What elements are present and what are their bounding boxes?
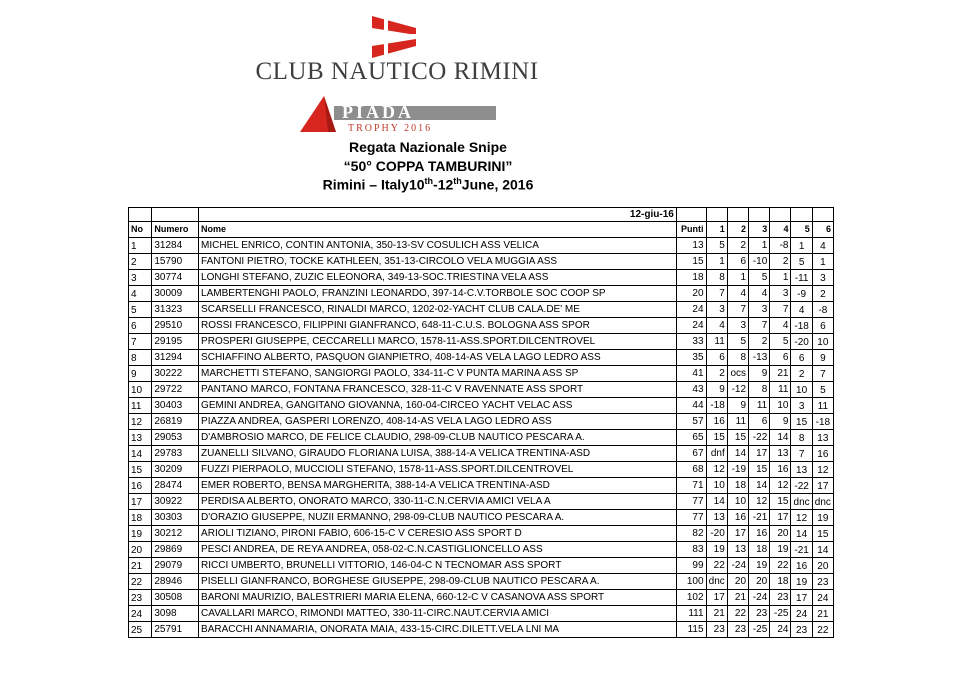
cell-race-1: 21 [706,606,727,622]
cell-race-1: 4 [706,318,727,334]
cell-no: 5 [129,302,152,318]
cell-race-5: 8 [791,430,812,446]
cell-nome: PERDISA ALBERTO, ONORATO MARCO, 330-11-C.N.CERVIA AMICI VELA A [199,494,677,510]
cell-race-3: -21 [749,510,770,526]
cell-nome: CAVALLARI MARCO, RIMONDI MATTEO, 330-11-CIRC.NAUT.CERVIA AMICI [199,606,677,622]
cell-race-3: 19 [749,558,770,574]
cell-nome: MARCHETTI STEFANO, SANGIORGI PAOLO, 334-11-C V PUNTA MARINA ASS SP [199,366,677,382]
cell-race-3: 20 [749,574,770,590]
cell-race-6: 12 [812,462,833,478]
cell-race-5: 16 [791,558,812,574]
cell-no: 2 [129,254,152,270]
cell-race-4: 16 [770,462,791,478]
cell-race-6: 10 [812,334,833,350]
cell-race-5: 5 [791,254,812,270]
cell-race-3: -25 [749,622,770,638]
cell-race-6: 5 [812,382,833,398]
cell-no: 15 [129,462,152,478]
cell-race-4: 13 [770,446,791,462]
cell-race-5: 12 [791,510,812,526]
cell-nome: EMER ROBERTO, BENSA MARGHERITA, 388-14-A VELICA TRENTINA-ASD [199,478,677,494]
cell-race-3: 14 [749,478,770,494]
cell-numero: 28946 [152,574,199,590]
cell-race-4: 21 [770,366,791,382]
cell-race-2: 21 [727,590,748,606]
cell-race-6: 1 [812,254,833,270]
cell-nome: PIAZZA ANDREA, GASPERI LORENZO, 408-14-AS VELA LAGO LEDRO ASS [199,414,677,430]
cell-punti: 100 [676,574,706,590]
cell-numero: 25791 [152,622,199,638]
table-row [129,526,834,542]
cell-no: 17 [129,494,152,510]
table-row [129,366,834,382]
cell-race-2: 15 [727,430,748,446]
header-race-4: 4 [770,222,791,238]
cell-race-2: 18 [727,478,748,494]
table-row [129,446,834,462]
table-row [129,430,834,446]
cell-punti: 71 [676,478,706,494]
piada-trophy-logo [294,96,504,138]
header-race-5: 5 [791,222,812,238]
cell-numero: 30508 [152,590,199,606]
table-row [129,398,834,414]
cell-race-5: 17 [791,590,812,606]
cell-punti: 18 [676,270,706,286]
cell-race-4: 5 [770,334,791,350]
cell-race-2: 8 [727,350,748,366]
cell-race-4: 4 [770,318,791,334]
regatta-place-date: Rimini – Italy10th-12thJune, 2016 [322,176,534,193]
cell-numero: 30922 [152,494,199,510]
cell-race-1: 3 [706,302,727,318]
cell-race-1: 1 [706,254,727,270]
cell-punti: 111 [676,606,706,622]
club-name: CLUB NAUTICO RIMINI [255,58,539,85]
table-row [129,542,834,558]
cell-race-3: 4 [749,286,770,302]
cell-race-6: 3 [812,270,833,286]
cell-numero: 29079 [152,558,199,574]
cell-race-3: 11 [749,398,770,414]
cell-numero: 26819 [152,414,199,430]
cell-no: 3 [129,270,152,286]
results-table [128,207,834,638]
header-race-3: 3 [749,222,770,238]
cell-race-5: -9 [791,286,812,302]
cell-no: 21 [129,558,152,574]
cell-numero: 29195 [152,334,199,350]
cell-nome: ROSSI FRANCESCO, FILIPPINI GIANFRANCO, 648-11-C.U.S. BOLOGNA ASS SPOR [199,318,677,334]
table-row [129,382,834,398]
cell-race-2: -24 [727,558,748,574]
cell-race-4: 20 [770,526,791,542]
cell-race-5: dnc [791,494,812,510]
table-row [129,270,834,286]
table-row [129,558,834,574]
cell-race-2: -12 [727,382,748,398]
cell-race-1: 12 [706,462,727,478]
cell-race-3: -10 [749,254,770,270]
cell-numero: 3098 [152,606,199,622]
cell-race-4: 10 [770,398,791,414]
cell-race-6: 21 [812,606,833,622]
cell-race-5: -18 [791,318,812,334]
cell-race-5: 14 [791,526,812,542]
cell-race-2: 4 [727,286,748,302]
cell-nome: RICCI UMBERTO, BRUNELLI VITTORIO, 146-04-C N TECNOMAR ASS SPORT [199,558,677,574]
cell-no: 16 [129,478,152,494]
cell-race-5: 4 [791,302,812,318]
cell-no: 12 [129,414,152,430]
cell-no: 9 [129,366,152,382]
table-row [129,462,834,478]
cell-nome: FANTONI PIETRO, TOCKE KATHLEEN, 351-13-CIRCOLO VELA MUGGIA ASS [199,254,677,270]
trophy-subtitle: TROPHY 2016 [348,123,433,134]
cell-nome: GEMINI ANDREA, GANGITANO GIOVANNA, 160-04-CIRCEO YACHT VELAC ASS [199,398,677,414]
cell-race-5: 3 [791,398,812,414]
cell-numero: 29510 [152,318,199,334]
cell-race-1: 22 [706,558,727,574]
cell-race-4: -25 [770,606,791,622]
cell-no: 14 [129,446,152,462]
cell-punti: 68 [676,462,706,478]
cell-race-5: 2 [791,366,812,382]
cell-race-3: 17 [749,446,770,462]
cell-nome: ARIOLI TIZIANO, PIRONI FABIO, 606-15-C V CERESIO ASS SPORT D [199,526,677,542]
cell-punti: 67 [676,446,706,462]
cell-punti: 15 [676,254,706,270]
cell-numero: 29053 [152,430,199,446]
cell-race-3: -22 [749,430,770,446]
cell-no: 13 [129,430,152,446]
cell-race-3: 9 [749,366,770,382]
cell-nome: PESCI ANDREA, DE REYA ANDREA, 058-02-C.N.CASTIGLIONCELLO ASS [199,542,677,558]
header-race-6: 6 [812,222,833,238]
cell-race-4: 3 [770,286,791,302]
cell-no: 4 [129,286,152,302]
cell-race-2: 5 [727,334,748,350]
cell-race-5: 6 [791,350,812,366]
cell-race-1: 8 [706,270,727,286]
cell-punti: 83 [676,542,706,558]
cell-race-4: 1 [770,270,791,286]
regatta-cup-name: “50° COPPA TAMBURINI” [343,158,513,174]
cell-race-5: -22 [791,478,812,494]
cell-punti: 24 [676,302,706,318]
cell-race-4: 18 [770,574,791,590]
cell-race-6: -8 [812,302,833,318]
cell-race-3: 5 [749,270,770,286]
cell-race-3: 3 [749,302,770,318]
cell-punti: 82 [676,526,706,542]
cell-punti: 77 [676,510,706,526]
cell-punti: 44 [676,398,706,414]
cell-race-1: 16 [706,414,727,430]
cell-race-1: 14 [706,494,727,510]
cell-numero: 29722 [152,382,199,398]
cell-race-6: 9 [812,350,833,366]
cell-nome: D'AMBROSIO MARCO, DE FELICE CLAUDIO, 298-09-CLUB NAUTICO PESCARA A. [199,430,677,446]
cell-numero: 30774 [152,270,199,286]
cell-no: 18 [129,510,152,526]
cell-race-3: 7 [749,318,770,334]
cell-race-3: -24 [749,590,770,606]
cell-nome: PROSPERI GIUSEPPE, CECCARELLI MARCO, 1578-11-ASS.SPORT.DILCENTROVEL [199,334,677,350]
club-burgee-logo [370,14,418,59]
cell-no: 23 [129,590,152,606]
cell-race-6: 6 [812,318,833,334]
results-date: 12-giu-16 [199,208,677,222]
cell-race-2: 9 [727,398,748,414]
cell-nome: FUZZI PIERPAOLO, MUCCIOLI STEFANO, 1578-11-ASS.SPORT.DILCENTROVEL [199,462,677,478]
header-no: No [129,222,152,238]
cell-race-1: dnc [706,574,727,590]
header-race-2: 2 [727,222,748,238]
cell-race-6: 19 [812,510,833,526]
cell-race-5: 1 [791,238,812,254]
cell-race-1: 5 [706,238,727,254]
cell-race-4: 24 [770,622,791,638]
cell-race-5: -20 [791,334,812,350]
cell-no: 19 [129,526,152,542]
cell-numero: 31294 [152,350,199,366]
cell-race-2: 7 [727,302,748,318]
cell-race-5: 19 [791,574,812,590]
cell-no: 7 [129,334,152,350]
cell-numero: 30403 [152,398,199,414]
cell-race-2: 13 [727,542,748,558]
table-row [129,494,834,510]
cell-punti: 115 [676,622,706,638]
cell-no: 1 [129,238,152,254]
cell-race-1: 17 [706,590,727,606]
cell-race-3: 15 [749,462,770,478]
cell-race-4: 17 [770,510,791,526]
cell-race-6: 11 [812,398,833,414]
document-header [0,0,960,205]
cell-race-2: 22 [727,606,748,622]
cell-numero: 31284 [152,238,199,254]
cell-race-5: 13 [791,462,812,478]
cell-race-2: ocs [727,366,748,382]
cell-no: 8 [129,350,152,366]
cell-nome: PISELLI GIANFRANCO, BORGHESE GIUSEPPE, 298-09-CLUB NAUTICO PESCARA A. [199,574,677,590]
cell-punti: 13 [676,238,706,254]
cell-punti: 35 [676,350,706,366]
cell-race-4: 14 [770,430,791,446]
table-row [129,238,834,254]
cell-punti: 24 [676,318,706,334]
cell-nome: SCHIAFFINO ALBERTO, PASQUON GIANPIETRO, 408-14-AS VELA LAGO LEDRO ASS [199,350,677,366]
cell-race-1: 7 [706,286,727,302]
cell-race-1: 11 [706,334,727,350]
cell-punti: 77 [676,494,706,510]
header-punti: Punti [676,222,706,238]
cell-race-5: 7 [791,446,812,462]
cell-race-2: 17 [727,526,748,542]
cell-race-1: -20 [706,526,727,542]
cell-race-2: -19 [727,462,748,478]
cell-race-6: 7 [812,366,833,382]
cell-numero: 15790 [152,254,199,270]
date-row [129,208,834,222]
cell-race-2: 14 [727,446,748,462]
cell-race-6: 17 [812,478,833,494]
cell-numero: 31323 [152,302,199,318]
cell-race-1: 6 [706,350,727,366]
cell-race-3: 18 [749,542,770,558]
cell-race-4: 23 [770,590,791,606]
cell-race-2: 6 [727,254,748,270]
cell-race-3: 23 [749,606,770,622]
cell-nome: PANTANO MARCO, FONTANA FRANCESCO, 328-11-C V RAVENNATE ASS SPORT [199,382,677,398]
header-race-1: 1 [706,222,727,238]
cell-race-3: 16 [749,526,770,542]
cell-race-2: 20 [727,574,748,590]
cell-race-4: 12 [770,478,791,494]
table-row [129,350,834,366]
cell-nome: BARONI MAURIZIO, BALESTRIERI MARIA ELENA, 660-12-C V CASANOVA ASS SPORT [199,590,677,606]
cell-race-2: 11 [727,414,748,430]
cell-race-3: 8 [749,382,770,398]
cell-race-6: 22 [812,622,833,638]
cell-race-1: 19 [706,542,727,558]
cell-race-2: 1 [727,270,748,286]
cell-race-4: 2 [770,254,791,270]
cell-no: 20 [129,542,152,558]
cell-race-1: 15 [706,430,727,446]
cell-race-5: 15 [791,414,812,430]
cell-no: 6 [129,318,152,334]
cell-race-5: 10 [791,382,812,398]
cell-race-1: 13 [706,510,727,526]
cell-race-6: 4 [812,238,833,254]
table-row [129,302,834,318]
cell-race-6: 20 [812,558,833,574]
cell-race-3: 6 [749,414,770,430]
cell-race-4: 19 [770,542,791,558]
cell-race-6: 16 [812,446,833,462]
cell-punti: 65 [676,430,706,446]
cell-race-5: 24 [791,606,812,622]
cell-nome: LAMBERTENGHI PAOLO, FRANZINI LEONARDO, 397-14-C.V.TORBOLE SOC COOP SP [199,286,677,302]
cell-race-6: 23 [812,574,833,590]
table-row [129,590,834,606]
cell-numero: 30209 [152,462,199,478]
table-row [129,286,834,302]
cell-race-4: 22 [770,558,791,574]
cell-race-4: 15 [770,494,791,510]
cell-race-1: dnf [706,446,727,462]
cell-race-4: 9 [770,414,791,430]
cell-punti: 33 [676,334,706,350]
table-row [129,606,834,622]
header-numero: Numero [152,222,199,238]
table-row [129,318,834,334]
cell-race-3: 12 [749,494,770,510]
cell-nome: D'ORAZIO GIUSEPPE, NUZII ERMANNO, 298-09-CLUB NAUTICO PESCARA A. [199,510,677,526]
table-row [129,622,834,638]
cell-race-1: 2 [706,366,727,382]
table-row [129,334,834,350]
header-row [129,222,834,238]
cell-race-3: 1 [749,238,770,254]
cell-punti: 43 [676,382,706,398]
cell-numero: 29869 [152,542,199,558]
cell-numero: 28474 [152,478,199,494]
cell-punti: 102 [676,590,706,606]
cell-race-5: 23 [791,622,812,638]
cell-race-2: 3 [727,318,748,334]
cell-race-6: 15 [812,526,833,542]
cell-nome: SCARSELLI FRANCESCO, RINALDI MARCO, 1202-02-YACHT CLUB CALA.DE' ME [199,302,677,318]
cell-race-3: -13 [749,350,770,366]
cell-race-2: 23 [727,622,748,638]
cell-no: 22 [129,574,152,590]
cell-race-6: 24 [812,590,833,606]
header-nome: Nome [199,222,677,238]
cell-race-3: 2 [749,334,770,350]
cell-race-6: -18 [812,414,833,430]
cell-race-2: 16 [727,510,748,526]
cell-race-4: 7 [770,302,791,318]
cell-race-1: 10 [706,478,727,494]
regatta-title: Regata Nazionale Snipe [349,139,507,155]
cell-nome: LONGHI STEFANO, ZUZIC ELEONORA, 349-13-SOC.TRIESTINA VELA ASS [199,270,677,286]
table-row [129,574,834,590]
cell-race-6: 13 [812,430,833,446]
trophy-word: PIADA [342,102,414,122]
cell-no: 24 [129,606,152,622]
cell-numero: 30222 [152,366,199,382]
cell-race-4: 6 [770,350,791,366]
cell-nome: ZUANELLI SILVANO, GIRAUDO FLORIANA LUISA, 388-14-A VELICA TRENTINA-ASD [199,446,677,462]
cell-race-2: 2 [727,238,748,254]
cell-race-5: -11 [791,270,812,286]
cell-race-4: -8 [770,238,791,254]
cell-numero: 30009 [152,286,199,302]
cell-numero: 30212 [152,526,199,542]
cell-numero: 29783 [152,446,199,462]
cell-punti: 20 [676,286,706,302]
cell-nome: BARACCHI ANNAMARIA, ONORATA MAIA, 433-15-CIRC.DILETT.VELA LNI MA [199,622,677,638]
cell-punti: 99 [676,558,706,574]
cell-race-4: 11 [770,382,791,398]
table-row [129,414,834,430]
cell-no: 10 [129,382,152,398]
cell-numero: 30303 [152,510,199,526]
table-row [129,478,834,494]
table-row [129,510,834,526]
cell-race-6: 2 [812,286,833,302]
cell-race-6: dnc [812,494,833,510]
cell-race-1: -18 [706,398,727,414]
cell-race-1: 9 [706,382,727,398]
cell-punti: 57 [676,414,706,430]
cell-race-5: -21 [791,542,812,558]
cell-no: 25 [129,622,152,638]
cell-race-1: 23 [706,622,727,638]
cell-nome: MICHEL ENRICO, CONTIN ANTONIA, 350-13-SV COSULICH ASS VELICA [199,238,677,254]
cell-race-2: 10 [727,494,748,510]
cell-punti: 41 [676,366,706,382]
cell-race-6: 14 [812,542,833,558]
cell-no: 11 [129,398,152,414]
table-row [129,254,834,270]
